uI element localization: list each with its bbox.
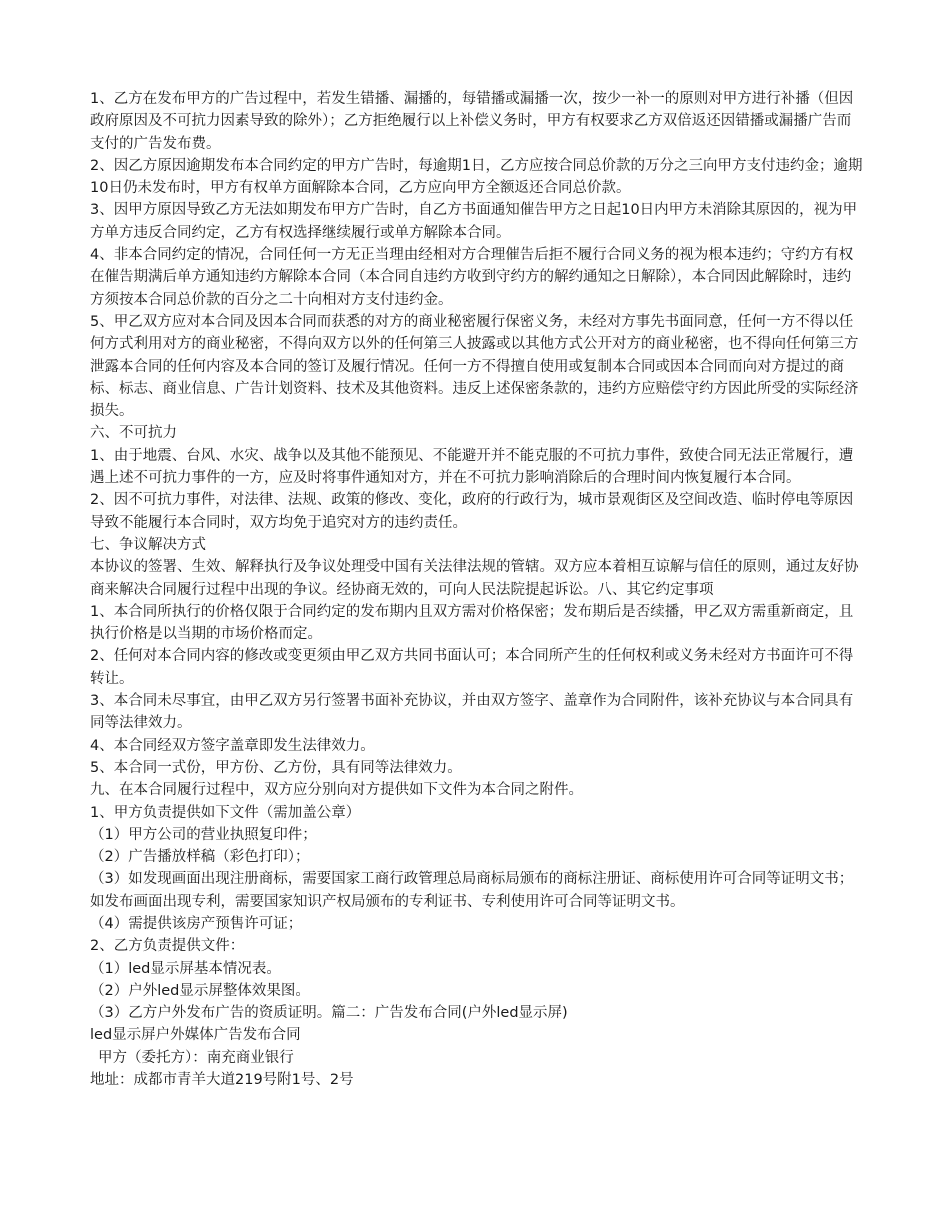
- document-body: [90, 88, 865, 1091]
- clause-paragraph: 2、因不可抗力事件，对法律、法规、政策的修改、变化，政府的行政行为，城市景观街区及空间改造、临时停电等原因导致不能履行本合同时，双方均免于追究对方的违约责任。: [90, 492, 854, 531]
- list-item: （2）户外led显示屏整体效果图。: [90, 982, 310, 999]
- list-item: （2）广告播放样稿（彩色打印）；: [90, 849, 310, 866]
- clause-paragraph: 1、甲方负责提供如下文件（需加盖公章）: [90, 804, 361, 821]
- list-item: （3）如发现画面出现注册商标，需要国家工商行政管理总局商标局颁布的商标注册证、商标使用许可合同等证明文书；如发布画面出现专利，需要国家知识产权局颁布的专利证书、专利使用许可合同等证明文书。: [90, 871, 854, 910]
- clause-paragraph: 1、本合同所执行的价格仅限于合同约定的发布期内且双方需对价格保密；发布期后是否续播，甲乙双方需重新商定，且执行价格是以当期的市场价格而定。: [90, 603, 854, 643]
- list-item: （4）需提供该房产预售许可证；: [90, 915, 303, 932]
- clause-paragraph: 3、本合同未尽事宜，由甲乙双方另行签署书面补充协议，并由双方签字、盖章作为合同附件，该补充协议与本合同具有同等法律效力。: [90, 693, 854, 732]
- section-heading: 七、争议解决方式: [90, 536, 206, 553]
- clause-paragraph: 1、由于地震、台风、水灾、战争以及其他不能预见、不能避开并不能克服的不可抗力事件，致使合同无法正常履行，遭遇上述不可抗力事件的一方，应及时将事件通知对方，并在不可抗力影响消除后的合理时间内恢复履行本合同。: [90, 447, 854, 487]
- list-item: （1）led显示屏基本情况表。: [90, 960, 281, 977]
- clause-paragraph: 2、任何对本合同内容的修改或变更须由甲乙双方共同书面认可；本合同所产生的任何权利或义务未经对方书面许可不得转让。: [90, 648, 854, 687]
- clause-paragraph: 3、因甲方原因导致乙方无法如期发布甲方广告时，自乙方书面通知催告甲方之日起10日内甲方未消除其原因的，视为甲方单方违反合同约定，乙方有权选择继续履行或单方解除本合同。: [90, 202, 858, 241]
- clause-paragraph: 本协议的签署、生效、解释执行及争议处理受中国有关法律法规的管辖。双方应本着相互谅解与信任的原则，通过友好协商来解决合同履行过程中出现的争议。经协商无效的，可向人民法院提起诉讼。八、其它约定事项: [90, 559, 859, 598]
- address-line: 地址：成都市青羊大道219号附1号、2号: [90, 1072, 354, 1089]
- clause-paragraph: 4、本合同经双方签字盖章即发生法律效力。: [90, 737, 375, 754]
- clause-paragraph: 5、本合同一式份，甲方份、乙方份，具有同等法律效力。: [90, 759, 462, 776]
- clause-paragraph: 5、甲乙双方应对本合同及因本合同而获悉的对方的商业秘密履行保密义务，未经对方事先书面同意，任何一方不得以任何方式利用对方的商业秘密，不得向双方以外的任何第三人披露或以其他方式公开对方的商业秘密，也不得向任何第三方泄露本合同的任何内容及本合同的签订及履行情况。任何一方不得擅自使用或复制本合同或因本合同而向对方提过的商标、标志、商业信息、广告计划资料、技术及其他资料。违反上述保密条款的，违约方应赔偿守约方因此所受的实际经济损失。: [90, 313, 859, 420]
- list-item: （1）甲方公司的营业执照复印件；: [90, 826, 317, 843]
- clause-paragraph: 2、因乙方原因逾期发布本合同约定的甲方广告时，每逾期1日，乙方应按合同总价款的万分之三向甲方支付违约金；逾期10日仍未发布时，甲方有权单方面解除本合同，乙方应向甲方全额返还合同总价款。: [90, 157, 863, 197]
- section-heading: 六、不可抗力: [90, 425, 177, 442]
- clause-paragraph: 4、非本合同约定的情况，合同任何一方无正当理由经相对方合理催告后拒不履行合同义务的视为根本违约；守约方有权在催告期满后单方通知违约方解除本合同（本合同自违约方收到守约方的解约通知之日解除），本合同因此解除时，违约方须按本合同总价款的百分之二十向相对方支付违约金。: [90, 247, 854, 308]
- list-item: （3）乙方户外发布广告的资质证明。篇二：广告发布合同(户外led显示屏): [90, 1005, 568, 1022]
- section-heading: 九、在本合同履行过程中，双方应分别向对方提供如下文件为本合同之附件。: [90, 782, 583, 799]
- clause-paragraph: 2、乙方负责提供文件：: [90, 938, 245, 955]
- clause-paragraph: 1、乙方在发布甲方的广告过程中，若发生错播、漏播的，每错播或漏播一次，按少一补一的原则对甲方进行补播（但因政府原因及不可抗力因素导致的除外）；乙方拒绝履行以上补偿义务时，甲方有权要求乙方双倍返还因错播或漏播广告而支付的广告发布费。: [90, 91, 854, 152]
- contract-title: led显示屏户外媒体广告发布合同: [90, 1027, 301, 1044]
- party-a-line: 甲方（委托方）：南充商业银行: [98, 1049, 294, 1066]
